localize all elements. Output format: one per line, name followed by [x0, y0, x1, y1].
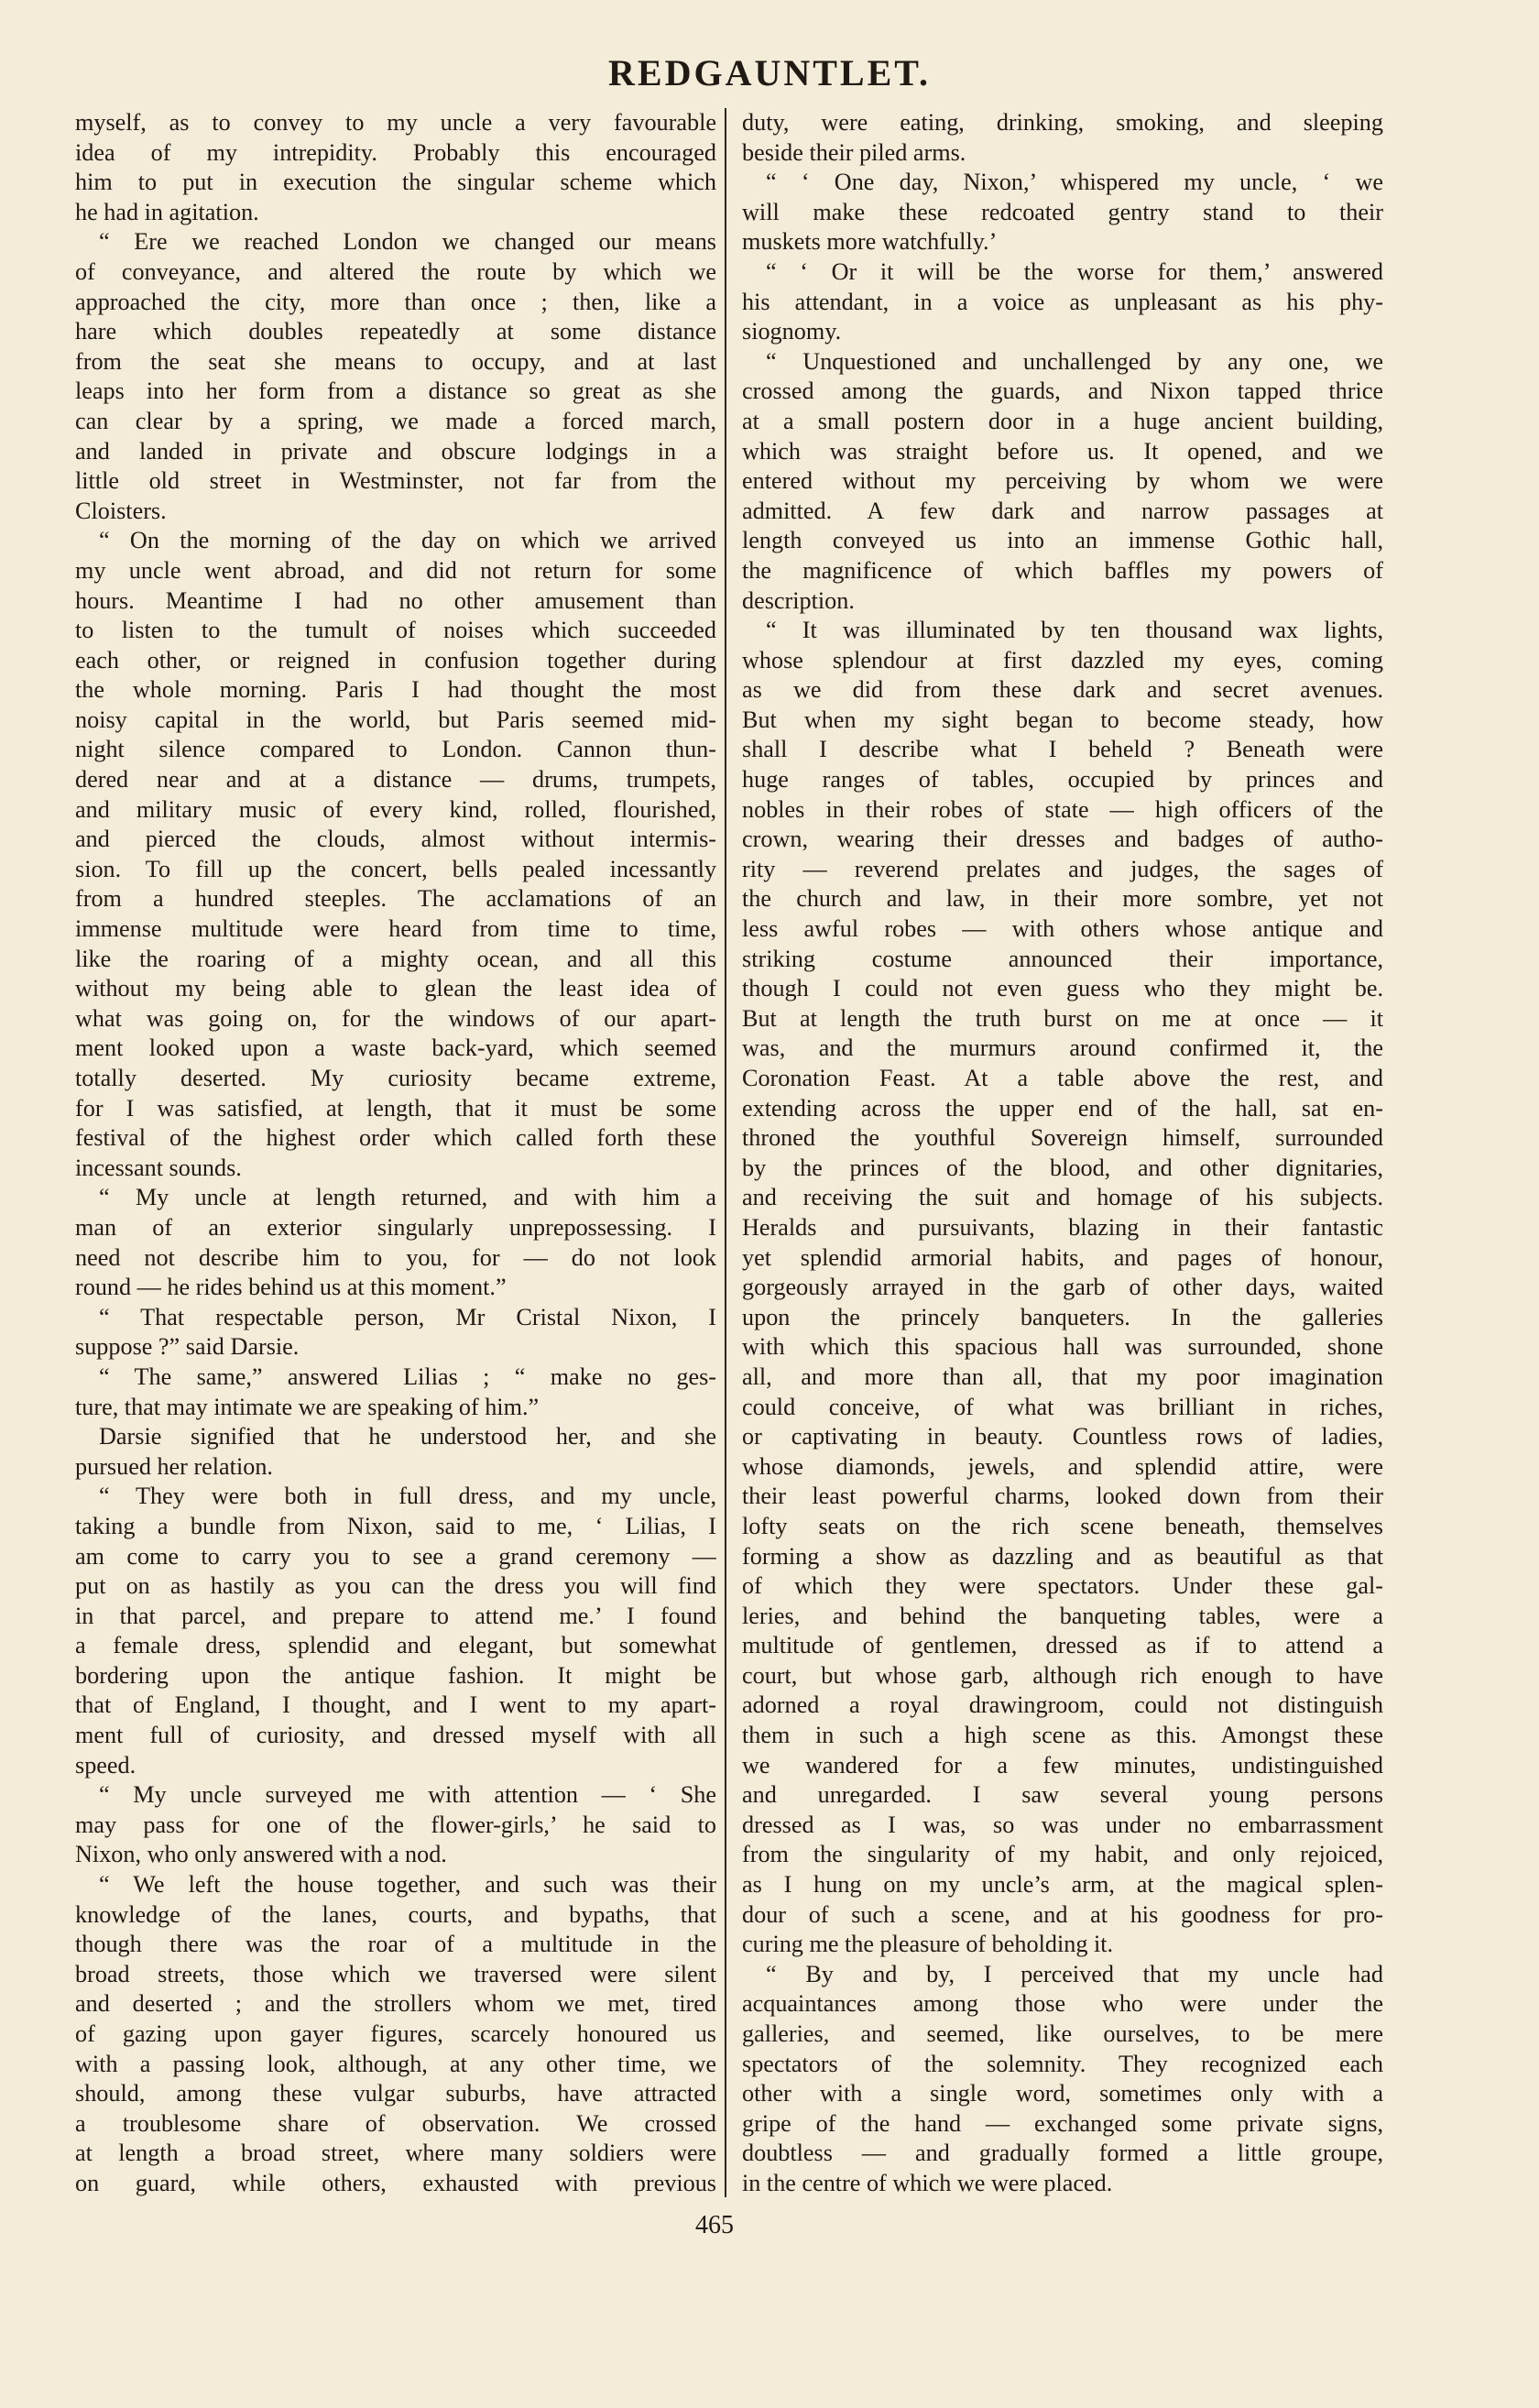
text-line: “ ‘ Or it will be the worse for them,’ answered	[766, 257, 1383, 285]
text-line: But when my sight began to become steady, how	[742, 706, 1383, 733]
text-line: of which they were spectators. Under these gal-	[742, 1572, 1383, 1600]
text-line: “ The same,” answered Lilias ; “ make no ges-	[99, 1363, 716, 1390]
text-line: gorgeously arrayed in the garb of other days, waited	[742, 1274, 1383, 1301]
text-line: may pass for one of the flower-girls,’ he said to	[75, 1811, 716, 1838]
page-number: 465	[695, 2211, 734, 2239]
text-line: that of England, I thought, and I went to my apart-	[75, 1691, 716, 1719]
text-line: knowledge of the lanes, courts, and bypaths, that	[75, 1900, 716, 1928]
text-line: my uncle went abroad, and did not return for some	[75, 556, 716, 584]
text-line: “ By and by, I perceived that my uncle had	[766, 1960, 1383, 1987]
text-line: him to put in execution the singular scheme which	[75, 169, 716, 196]
text-line: striking costume announced their importance,	[742, 945, 1383, 972]
text-line: all, and more than all, that my poor imagination	[742, 1363, 1383, 1390]
text-line: night silence compared to London. Cannon thun-	[75, 736, 716, 763]
text-line: and military music of every kind, rolled, flourished,	[75, 795, 716, 823]
text-line: noisy capital in the world, but Paris seemed mid-	[75, 706, 716, 733]
text-line: muskets more watchfully.’	[742, 228, 998, 256]
text-line: myself, as to convey to my uncle a very favourable	[75, 109, 716, 136]
text-line: as we did from these dark and secret avenues.	[742, 676, 1383, 704]
text-line: Coronation Feast. At a table above the rest, and	[742, 1065, 1383, 1091]
text-line: “ My uncle at length returned, and with him a	[99, 1184, 716, 1211]
text-line: a troublesome share of observation. We crossed	[75, 2109, 716, 2137]
text-line: ment full of curiosity, and dressed myself with all	[75, 1722, 716, 1749]
text-line: totally deserted. My curiosity became extreme,	[75, 1065, 716, 1091]
text-line: should, among these vulgar suburbs, have attracted	[75, 2080, 716, 2107]
text-line: on guard, while others, exhausted with previous	[75, 2169, 716, 2196]
text-line: admitted. A few dark and narrow passages at	[742, 497, 1383, 524]
text-line: broad streets, those which we traversed were silent	[75, 1960, 716, 1987]
text-line: and receiving the suit and homage of his subjects.	[742, 1184, 1383, 1211]
text-line: his attendant, in a voice as unpleasant as his phy-	[742, 288, 1383, 315]
column-rule	[725, 108, 726, 2197]
text-line: entered without my perceiving by whom we were	[742, 467, 1383, 495]
text-line: and deserted ; and the strollers whom we met, tired	[75, 1990, 716, 2018]
text-line: length conveyed us into an immense Gothic hall,	[742, 527, 1383, 554]
text-line: or captivating in beauty. Countless rows of ladies,	[742, 1423, 1383, 1450]
text-line: upon the princely banqueters. In the galleries	[742, 1303, 1383, 1330]
text-line: “ My uncle surveyed me with attention — ‘ She	[99, 1781, 716, 1809]
text-line: Cloisters.	[75, 497, 167, 524]
text-line: “ Ere we reached London we changed our means	[99, 228, 716, 256]
text-line: from the seat she means to occupy, and at last	[75, 347, 716, 375]
text-line: of conveyance, and altered the route by which we	[75, 257, 716, 285]
text-line: bordering upon the antique fashion. It might be	[75, 1661, 716, 1689]
text-line: to listen to the tumult of noises which succeeded	[75, 617, 716, 644]
text-line: forming a show as dazzling and as beautiful as that	[742, 1542, 1383, 1570]
text-line: leries, and behind the banqueting tables, were a	[742, 1602, 1383, 1629]
running-head-title: REDGAUNTLET.	[608, 52, 931, 93]
text-line: Heralds and pursuivants, blazing in their fantastic	[742, 1213, 1383, 1241]
text-line: whose splendour at first dazzled my eyes, coming	[742, 646, 1383, 673]
text-line: for I was satisfied, at length, that it must be some	[75, 1094, 716, 1122]
text-line: hours. Meantime I had no other amusement than	[75, 586, 716, 614]
text-line: dered near and at a distance — drums, trumpets,	[75, 766, 716, 794]
text-line: “ Unquestioned and unchallenged by any one, we	[766, 347, 1383, 375]
text-line: shall I describe what I beheld ? Beneath were	[742, 736, 1383, 763]
text-line: Darsie signified that he understood her, and she	[99, 1423, 716, 1450]
text-line: immense multitude were heard from time to time,	[75, 915, 716, 943]
text-line: approached the city, more than once ; then, like a	[75, 288, 716, 315]
text-line: ment looked upon a waste back-yard, which seemed	[75, 1034, 716, 1062]
text-line: will make these redcoated gentry stand to their	[742, 198, 1383, 225]
text-line: put on as hastily as you can the dress you will find	[75, 1572, 716, 1600]
text-line: man of an exterior singularly unprepossessing. I	[75, 1213, 716, 1241]
text-line: can clear by a spring, we made a forced march,	[75, 407, 716, 434]
text-line: in the centre of which we were placed.	[742, 2169, 1113, 2196]
text-line: them in such a high scene as this. Amongst these	[742, 1722, 1383, 1749]
text-line: am come to carry you to see a grand ceremony —	[75, 1542, 716, 1570]
text-line: doubtless — and gradually formed a little groupe,	[742, 2140, 1383, 2167]
text-line: at a small postern door in a huge ancient building,	[742, 407, 1383, 434]
text-line: lofty seats on the rich scene beneath, themselves	[742, 1512, 1383, 1539]
text-line: the magnificence of which baffles my powers of	[742, 556, 1383, 584]
text-line: by the princes of the blood, and other dignitaries,	[742, 1154, 1383, 1181]
text-line: crown, wearing their dresses and badges of autho-	[742, 826, 1383, 853]
text-line: taking a bundle from Nixon, said to me, ‘ Lilias, I	[75, 1512, 716, 1539]
text-line: sion. To fill up the concert, bells pealed incessantly	[75, 855, 716, 882]
text-line: acquaintances among those who were under the	[742, 1990, 1383, 2018]
text-line: from a hundred steeples. The acclamations of an	[75, 885, 716, 913]
text-line: from the singularity of my habit, and only rejoiced,	[742, 1841, 1383, 1868]
right-column	[742, 108, 1383, 2199]
text-line: though there was the roar of a multitude in the	[75, 1931, 716, 1958]
text-line: pursued her relation.	[75, 1452, 273, 1480]
text-line: what was going on, for the windows of our apart-	[75, 1004, 716, 1032]
text-line: extending across the upper end of the hall, sat en-	[742, 1094, 1383, 1122]
text-line: beside their piled arms.	[742, 138, 966, 166]
text-line: gripe of the hand — exchanged some private signs,	[742, 2109, 1383, 2137]
text-line: hare which doubles repeatedly at some distance	[75, 318, 716, 345]
text-line: “ They were both in full dress, and my uncle,	[99, 1483, 716, 1510]
text-line: “ It was illuminated by ten thousand wax lights,	[766, 617, 1383, 644]
text-line: description.	[742, 586, 855, 614]
text-line: could conceive, of what was brilliant in riches,	[742, 1393, 1383, 1420]
text-line: throned the youthful Sovereign himself, surrounded	[742, 1124, 1383, 1152]
text-line: and unregarded. I saw several young persons	[742, 1781, 1383, 1809]
text-line: siognomy.	[742, 318, 842, 345]
text-line: “ We left the house together, and such was their	[99, 1871, 716, 1899]
text-line: “ On the morning of the day on which we arrived	[99, 527, 716, 554]
text-line: idea of my intrepidity. Probably this encouraged	[75, 138, 716, 166]
text-line: yet splendid armorial habits, and pages of honour,	[742, 1243, 1383, 1271]
text-line: speed.	[75, 1751, 136, 1779]
text-line: spectators of the solemnity. They recognized each	[742, 2050, 1383, 2077]
text-line: little old street in Westminster, not far from the	[75, 467, 716, 495]
text-line: “ That respectable person, Mr Cristal Nixon, I	[99, 1303, 716, 1330]
text-line: a female dress, splendid and elegant, but somewhat	[75, 1632, 716, 1659]
left-column	[75, 108, 716, 2199]
text-line: in that parcel, and prepare to attend me.’ I found	[75, 1602, 716, 1629]
text-line: and landed in private and obscure lodgings in a	[75, 437, 716, 465]
text-line: ture, that may intimate we are speaking of him.”	[75, 1393, 540, 1420]
text-line: like the roaring of a mighty ocean, and all this	[75, 945, 716, 972]
text-line: adorned a royal drawingroom, could not distinguish	[742, 1691, 1383, 1719]
text-line: whose diamonds, jewels, and splendid attire, were	[742, 1452, 1383, 1480]
text-line: other with a single word, sometimes only with a	[742, 2080, 1383, 2107]
text-line: each other, or reigned in confusion together during	[75, 646, 716, 673]
text-line: multitude of gentlemen, dressed as if to attend a	[742, 1632, 1383, 1659]
text-line: curing me the pleasure of beholding it.	[742, 1931, 1114, 1958]
text-line: of gazing upon gayer figures, scarcely honoured us	[75, 2020, 716, 2047]
text-line: huge ranges of tables, occupied by princes and	[742, 766, 1383, 794]
text-line: less awful robes — with others whose antique and	[742, 915, 1383, 943]
text-line: “ ‘ One day, Nixon,’ whispered my uncle, ‘ we	[766, 169, 1383, 196]
text-line: round — he rides behind us at this moment.”	[75, 1274, 507, 1301]
text-line: we wandered for a few minutes, undistinguished	[742, 1751, 1383, 1779]
text-line: galleries, and seemed, like ourselves, to be mere	[742, 2020, 1383, 2047]
text-line: dressed as I was, so was under no embarrassment	[742, 1811, 1383, 1838]
text-line: the whole morning. Paris I had thought the most	[75, 676, 716, 704]
text-line: and pierced the clouds, almost without intermis-	[75, 826, 716, 853]
text-line: without my being able to glean the least idea of	[75, 975, 716, 1002]
text-line: crossed among the guards, and Nixon tapped thrice	[742, 378, 1383, 405]
text-line: with a passing look, although, at any other time, we	[75, 2050, 716, 2077]
text-line: was, and the murmurs around confirmed it, the	[742, 1034, 1383, 1062]
text-line: rity — reverend prelates and judges, the sages of	[742, 855, 1383, 882]
text-line: with which this spacious hall was surrounded, shone	[742, 1333, 1383, 1361]
text-line: he had in agitation.	[75, 198, 259, 225]
text-line: which was straight before us. It opened, and we	[742, 437, 1383, 465]
text-line: suppose ?” said Darsie.	[75, 1333, 300, 1361]
text-line: dour of such a scene, and at his goodness for pro-	[742, 1900, 1383, 1928]
text-line: leaps into her form from a distance so great as she	[75, 378, 716, 405]
text-line: duty, were eating, drinking, smoking, and sleeping	[742, 109, 1383, 136]
text-line: But at length the truth burst on me at once — it	[742, 1004, 1383, 1032]
text-line: at length a broad street, where many soldiers were	[75, 2140, 716, 2167]
text-line: the church and law, in their more sombre, yet not	[742, 885, 1383, 913]
text-line: nobles in their robes of state — high officers of the	[742, 795, 1383, 823]
text-line: incessant sounds.	[75, 1154, 242, 1181]
text-line: as I hung on my uncle’s arm, at the magical splen-	[742, 1871, 1383, 1899]
text-line: their least powerful charms, looked down from their	[742, 1483, 1383, 1510]
text-line: though I could not even guess who they might be.	[742, 975, 1383, 1002]
text-line: festival of the highest order which called forth these	[75, 1124, 716, 1152]
text-line: Nixon, who only answered with a nod.	[75, 1841, 447, 1868]
text-line: court, but whose garb, although rich enough to have	[742, 1661, 1383, 1689]
text-line: need not describe him to you, for — do not look	[75, 1243, 716, 1271]
